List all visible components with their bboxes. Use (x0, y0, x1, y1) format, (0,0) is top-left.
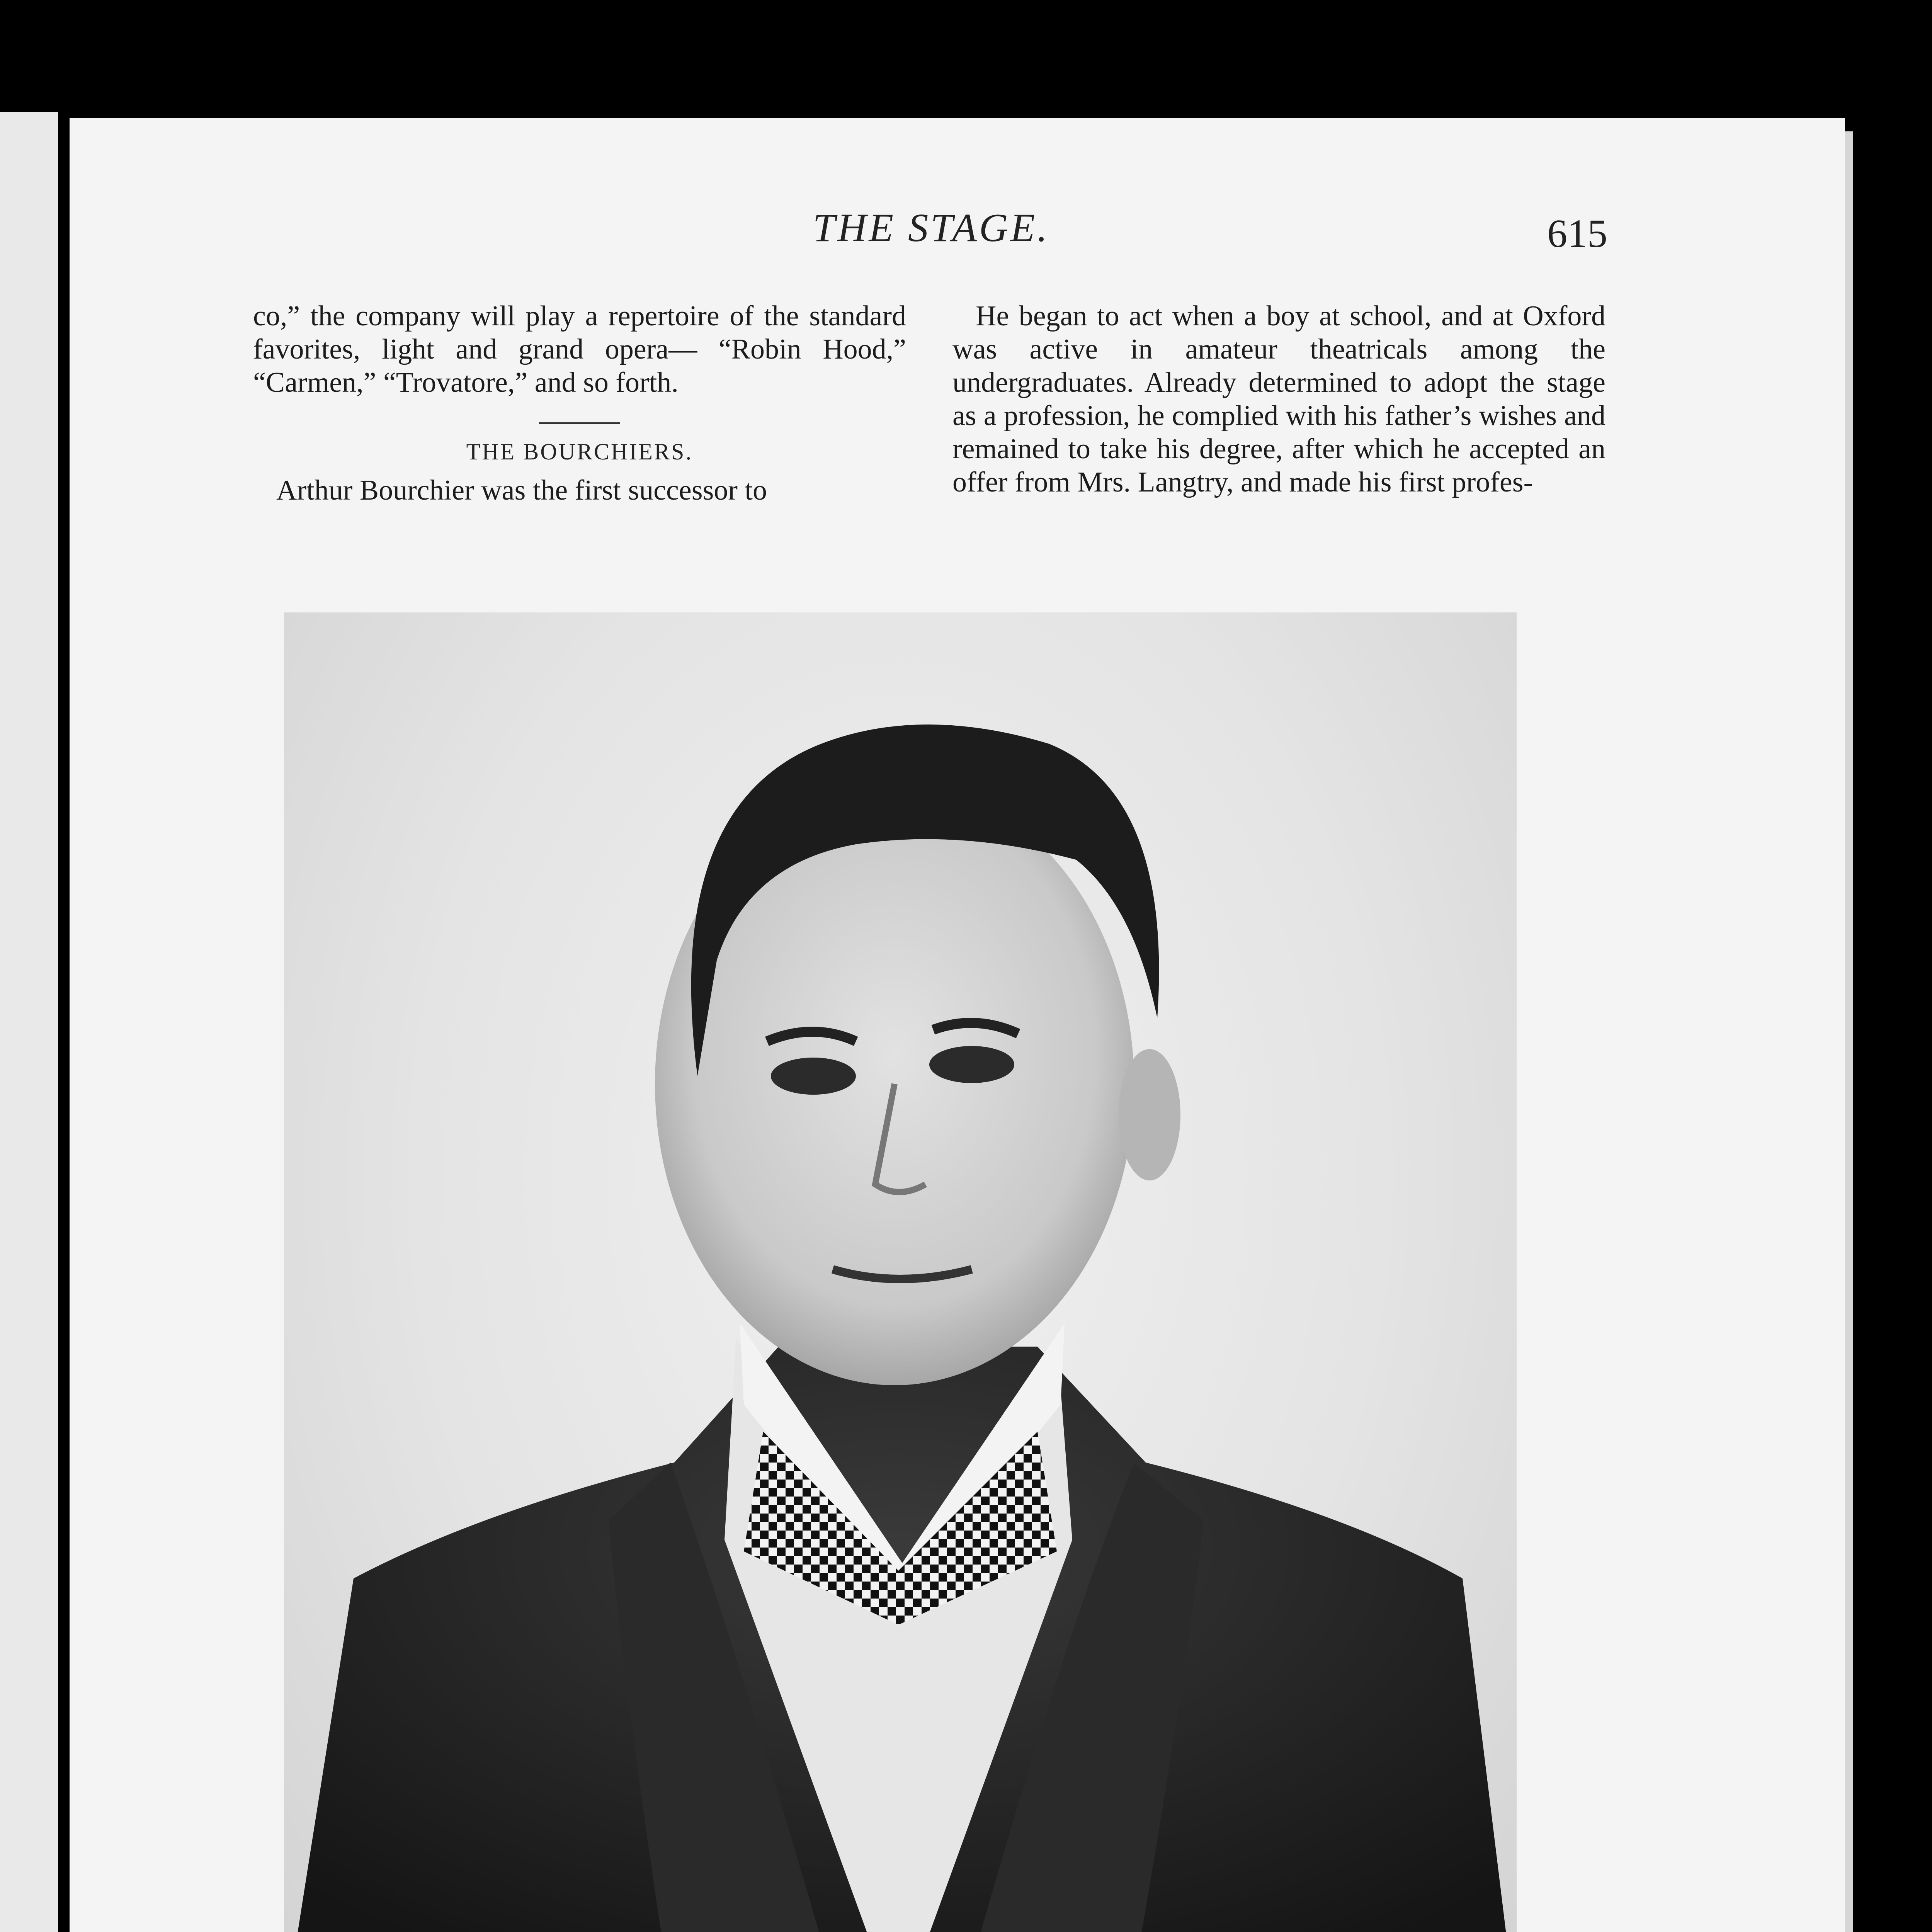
column-top-right (952, 299, 1605, 499)
paragraph: co,” the company will play a repertoire of the standard favorites, light and grand opera— “Robin Hood,” “Carmen,” “Trovatore,” and so forth. (253, 300, 906, 398)
portrait-illustration (284, 612, 1517, 1932)
portrait-photograph (284, 612, 1517, 1932)
section-divider (539, 422, 620, 424)
paragraph: Arthur Bourchier was the first successor to (276, 474, 767, 506)
running-title: THE STAGE. (813, 206, 1050, 250)
page-number: 615 (1547, 211, 1607, 256)
paragraph: He began to act when a boy at school, and at Oxford was active in amateur theatricals among the undergraduates. Already determined to adopt the stage as a profession, he complied with his father’s wishes and remained to take his degree, after which he accepted an offer from Mrs. Langtry, and made his first profes- (952, 300, 1605, 498)
section-heading: THE BOURCHIERS. (466, 439, 693, 464)
column-top-left (253, 299, 906, 507)
page-edge-shadow (1845, 131, 1853, 1932)
facing-page-edge (0, 112, 58, 1932)
